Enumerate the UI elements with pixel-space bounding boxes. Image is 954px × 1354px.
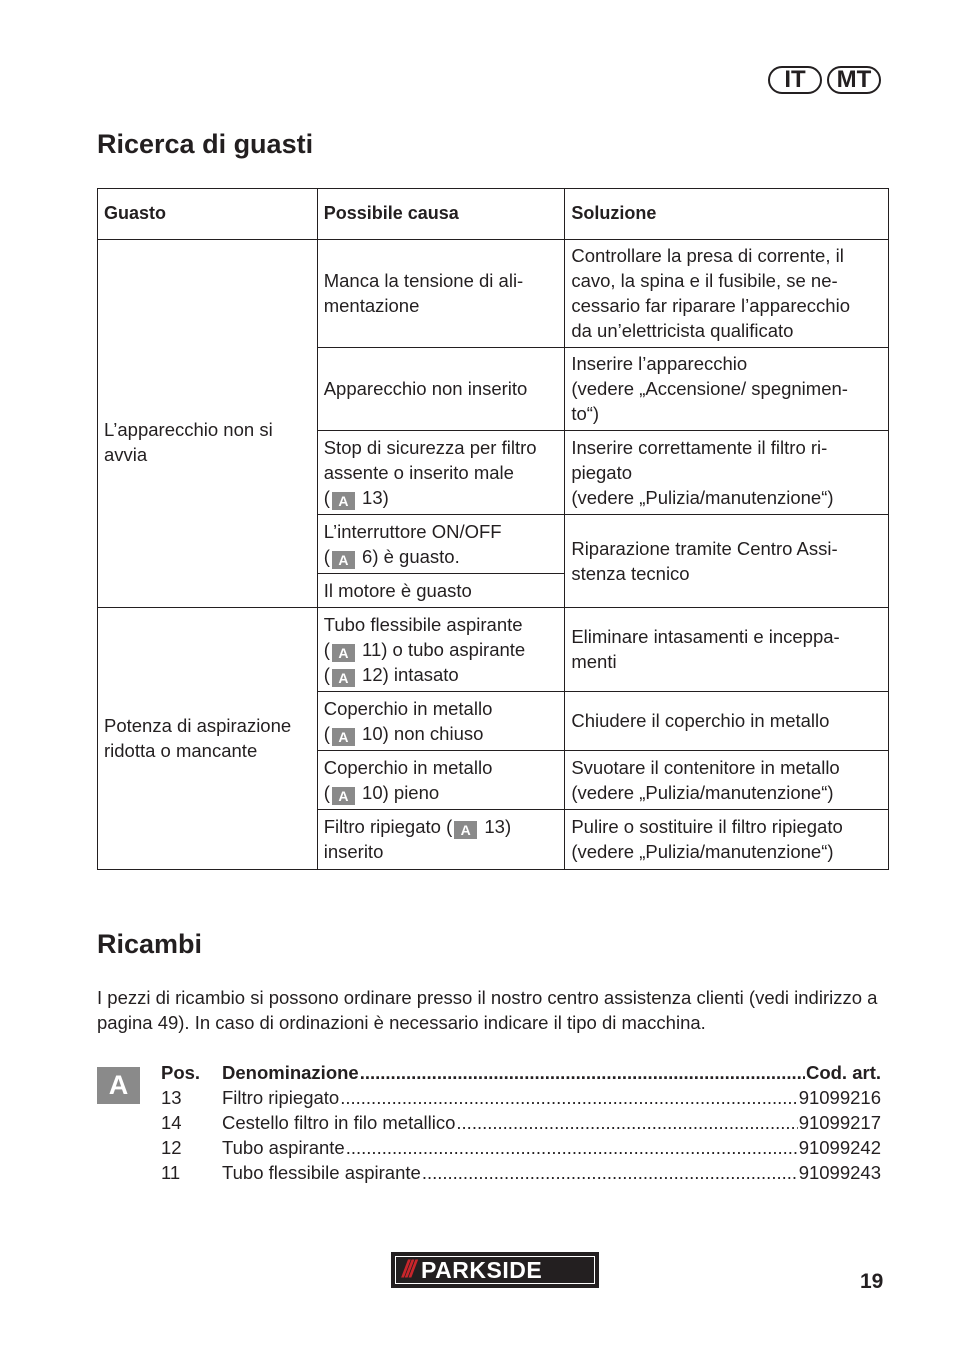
part-code: 91099216	[798, 1087, 881, 1108]
cause-cell	[317, 431, 565, 515]
solution-text: piegato	[571, 461, 633, 483]
cause-cell	[317, 348, 565, 431]
lang-badge-mt: MT	[827, 66, 881, 94]
figure-a-icon	[454, 821, 477, 839]
solution-cell	[565, 751, 889, 810]
parkside-logo	[391, 1252, 599, 1288]
cause-cell	[317, 515, 565, 574]
page-number: 19	[860, 1270, 884, 1293]
cause-text: Manca la tensione di ali-	[323, 270, 524, 291]
part-code: 91099217	[798, 1112, 881, 1133]
solution-text: Inserire correttamente il filtro ri-	[571, 436, 828, 458]
cause-text: 10) non chiuso	[356, 722, 484, 744]
troubleshooting-table	[97, 188, 889, 870]
solution-text: (vedere „Pulizia/manutenzione“)	[571, 841, 834, 862]
solution-text: Eliminare intasamenti e inceppa-	[571, 626, 840, 647]
troubleshooting-title: Ricerca di guasti	[97, 129, 314, 159]
solution-text: menti	[571, 651, 617, 672]
cause-text: Apparecchio non inserito	[323, 378, 528, 399]
solution-text: (vedere „Pulizia/manutenzione“)	[571, 781, 834, 803]
dot-leader	[422, 1160, 798, 1185]
solution-text: to“)	[571, 403, 600, 424]
part-name: Cestello filtro in filo metallico	[222, 1112, 456, 1133]
solution-cell	[565, 692, 889, 751]
cause-text: Tubo flessibile aspirante	[323, 613, 523, 635]
solution-text: Riparazione tramite Centro Assi-	[571, 537, 838, 559]
fault-cell	[98, 608, 318, 870]
part-pos: 12	[161, 1137, 182, 1158]
cause-cell	[317, 751, 565, 810]
header-name: Denominazione	[222, 1062, 359, 1083]
dot-leader	[456, 1110, 797, 1135]
part-pos: 14	[161, 1112, 182, 1133]
header-fault: Guasto	[98, 189, 318, 240]
cause-cell	[317, 240, 565, 348]
figure-a-icon	[332, 669, 355, 687]
part-pos: 11	[161, 1162, 181, 1183]
table-header-row	[98, 189, 889, 240]
fault-text: L’apparecchio non si avvia	[104, 419, 273, 465]
solution-cell	[565, 810, 889, 870]
list-item	[161, 1135, 881, 1160]
logo-text: PARKSIDE	[421, 1256, 543, 1283]
cause-cell	[317, 608, 565, 692]
header-cause: Possibile causa	[317, 189, 565, 240]
cause-text: (	[323, 722, 330, 744]
cause-text: 13)	[356, 486, 389, 508]
solution-text: Pulire o sostituire il filtro ripiegato	[571, 816, 843, 837]
table-row	[98, 240, 889, 348]
cause-text: Coperchio in metallo	[323, 697, 493, 719]
header-pos: Pos.	[161, 1062, 201, 1083]
solution-text: (vedere „Pulizia/manutenzione“)	[571, 486, 834, 508]
figure-a-label: A	[97, 1067, 140, 1104]
solution-text: Svuotare il contenitore in metallo	[571, 756, 840, 778]
solution-cell	[565, 240, 889, 348]
cause-cell	[317, 574, 565, 608]
figure-a-icon	[332, 787, 355, 805]
dot-leader	[360, 1060, 805, 1085]
language-indicator	[768, 66, 881, 94]
spares-title: Ricambi	[97, 929, 203, 959]
solution-text: stenza tecnico	[571, 562, 690, 584]
figure-a-icon	[332, 728, 355, 746]
figure-a-icon	[332, 492, 355, 510]
dot-leader	[346, 1135, 798, 1160]
solution-text: cessario far riparare l’apparecchio	[571, 295, 850, 316]
part-code: 91099243	[798, 1162, 881, 1183]
fault-text: Potenza di aspirazione ridotta o mancante	[104, 715, 292, 761]
logo-slashes: ///	[402, 1256, 414, 1283]
part-name: Filtro ripiegato	[222, 1087, 340, 1108]
solution-cell	[565, 348, 889, 431]
solution-text: Chiudere il coperchio in metallo	[571, 710, 830, 731]
solution-text: Inserire l’apparecchio	[571, 353, 748, 374]
cause-text: 6) è guasto.	[356, 545, 460, 567]
figure-a-icon	[332, 551, 355, 569]
list-item	[161, 1110, 881, 1135]
solution-cell	[565, 431, 889, 515]
cause-text: (	[323, 663, 330, 685]
cause-text: inserito	[323, 841, 384, 862]
cause-text: (	[323, 638, 330, 660]
list-item	[161, 1085, 881, 1110]
table-row	[98, 608, 889, 692]
header-solution: Soluzione	[565, 189, 889, 240]
fault-cell	[98, 240, 318, 608]
cause-text: 11) o tubo aspirante	[356, 638, 526, 660]
cause-text: 12) intasato	[356, 663, 459, 685]
list-item	[161, 1160, 881, 1185]
cause-cell	[317, 810, 565, 870]
cause-text: Il motore è guasto	[323, 579, 472, 601]
cause-text: mentazione	[323, 295, 420, 316]
part-pos: 13	[161, 1087, 182, 1108]
cause-text: Filtro ripiegato (	[323, 816, 453, 837]
solution-text: (vedere „Accensione/ spegnimen-	[571, 378, 848, 399]
cause-text: Coperchio in metallo	[323, 756, 493, 778]
spares-intro: I pezzi di ricambio si possono ordinare presso il nostro centro assistenza clienti (vedi indirizzo a pagina 49). In caso di ordinazioni è necessario indicare il tipo di macchina.	[97, 987, 878, 1033]
solution-text: cavo, la spina e il fusibile, se ne-	[571, 270, 838, 291]
solution-cell	[565, 608, 889, 692]
part-name: Tubo aspirante	[222, 1137, 345, 1158]
solution-text: Controllare la presa di corrente, il	[571, 245, 844, 266]
header-code: Cod. art.	[805, 1062, 881, 1083]
cause-text: L’interruttore ON/OFF	[323, 520, 502, 542]
cause-text: 10) pieno	[356, 781, 440, 803]
cause-text: (	[323, 545, 330, 567]
solution-cell	[565, 515, 889, 608]
dot-leader	[340, 1085, 797, 1110]
part-code: 91099242	[798, 1137, 881, 1158]
lang-badge-it: IT	[768, 66, 822, 94]
cause-text: Stop di sicurezza per filtro	[323, 436, 537, 458]
figure-a-icon	[332, 644, 355, 662]
cause-cell	[317, 692, 565, 751]
cause-text: (	[323, 781, 330, 803]
logo-frame	[395, 1256, 595, 1284]
cause-text: 13)	[479, 816, 512, 837]
spare-parts-list	[161, 1060, 881, 1185]
part-name: Tubo flessibile aspirante	[222, 1162, 421, 1183]
cause-text: assente o inserito male	[323, 461, 514, 483]
solution-text: da un’elettricista qualificato	[571, 320, 794, 341]
parts-header-row	[161, 1060, 881, 1085]
cause-text: (	[323, 486, 330, 508]
